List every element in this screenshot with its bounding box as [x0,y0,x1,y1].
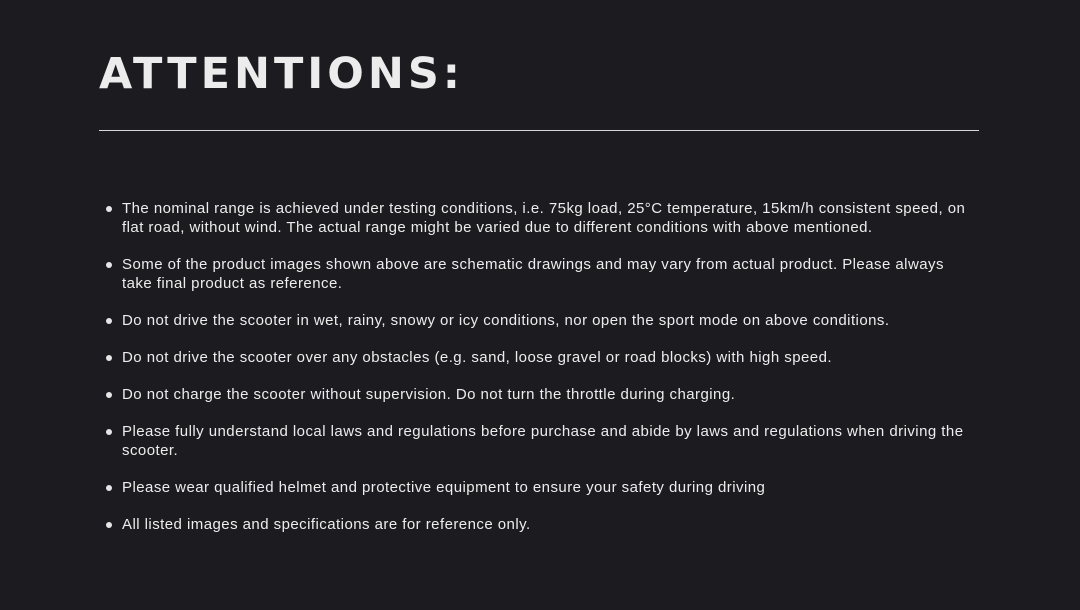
bullet-icon [106,392,112,398]
bullet-icon [106,206,112,212]
list-item [122,311,972,330]
list-item [122,422,972,460]
note-text: Please fully understand local laws and regulations before purchase and abide by laws and regulations when driving the scooter. [122,423,964,459]
list-item [122,385,972,404]
note-text: All listed images and specifications are for reference only. [122,516,531,533]
note-text: Some of the product images shown above are schematic drawings and may vary from actual product. Please always take final product as reference. [122,256,944,292]
note-text: Please wear qualified helmet and protective equipment to ensure your safety during driving [122,479,766,496]
note-text: Do not drive the scooter in wet, rainy, snowy or icy conditions, nor open the sport mode on above conditions. [122,312,890,329]
list-item [122,199,972,237]
bullet-icon [106,485,112,491]
list-item [122,478,972,497]
note-text: The nominal range is achieved under testing conditions, i.e. 75kg load, 25°C temperature, 15km/h consistent speed, on flat road, without wind. The actual range might be varied due to different conditions with above mentioned. [122,200,966,236]
list-item [122,255,972,293]
title-divider [99,130,979,131]
bullet-icon [106,429,112,435]
attention-list [122,199,972,552]
bullet-icon [106,262,112,268]
bullet-icon [106,355,112,361]
note-text: Do not charge the scooter without supervision. Do not turn the throttle during charging. [122,386,736,403]
page-title: ATTENTIONS: [99,49,464,99]
bullet-icon [106,522,112,528]
bullet-icon [106,318,112,324]
list-item [122,348,972,367]
list-item [122,515,972,534]
note-text: Do not drive the scooter over any obstacles (e.g. sand, loose gravel or road blocks) with high speed. [122,349,832,366]
